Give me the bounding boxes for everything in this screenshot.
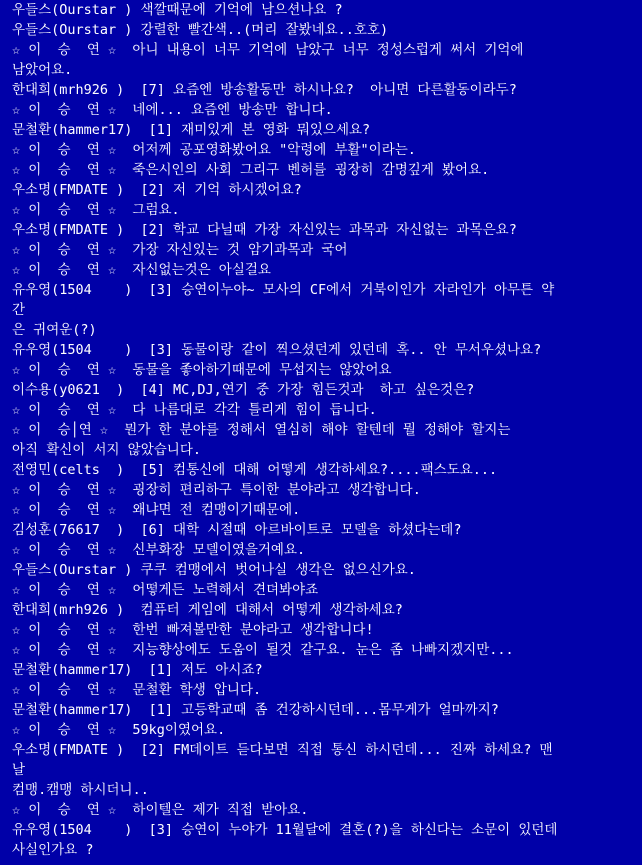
chat-line: ☆ 이 승 연 ☆ 굉장히 편리하구 특이한 분야라고 생각합니다. xyxy=(12,482,421,498)
chat-line: 이수용(y0621 ) [4] MC,DJ,연기 중 가장 힘든것과 하고 싶은것은? xyxy=(12,382,475,398)
chat-line: ☆ 이 승 연 ☆ 지능향상에도 도움이 될것 같구요. 눈은 좀 나빠지겠지만... xyxy=(12,642,514,658)
chat-line: ☆ 이 승 연 ☆ 어저께 공포영화봤어요 "악령에 부활"이라는. xyxy=(12,142,416,158)
chat-line: 유우영(1504 ) [3] 승연이 누야가 11월달에 결혼(?)을 하신다는 소문이 있던데 xyxy=(12,822,558,838)
chat-line: 아직 확신이 서지 않았습니다. xyxy=(12,442,202,458)
chat-line: ☆ 이 승 연 ☆ 동물을 좋아하기때문에 무섭지는 않았어요 xyxy=(12,362,392,378)
chat-line: ☆ 이 승 연 ☆ 그럼요. xyxy=(12,202,180,218)
chat-line: ☆ 이 승│연 ☆ 뭔가 한 분야를 정해서 열심히 해야 할텐데 뭘 정해야 할지는 xyxy=(12,422,511,438)
chat-line: 김성훈(76617 ) [6] 대학 시절때 아르바이트로 모델을 하셨다는데? xyxy=(12,522,462,538)
chat-line: ☆ 이 승 연 ☆ 자신없는것은 아실걸요 xyxy=(12,262,271,278)
chat-line: ☆ 이 승 연 ☆ 네에... 요즘엔 방송만 합니다. xyxy=(12,102,333,118)
chat-line: 유우영(1504 ) [3] 승연이누야~ 모사의 CF에서 거북이인가 자라인가 아무튼 약 xyxy=(12,282,555,298)
chat-line: ☆ 이 승 연 ☆ 59kg이였어요. xyxy=(12,722,226,738)
chat-line: 문철환(hammer17) [1] 재미있게 본 영화 뭐있으세요? xyxy=(12,122,371,138)
chat-line: 은 귀여운(?) xyxy=(12,322,97,338)
chat-line: 우들스(Ourstar ) 쿠쿠 컴맹에서 벗어나실 생각은 없으신가요. xyxy=(12,562,416,578)
chat-line: ☆ 이 승 연 ☆ 왜냐면 전 컴맹이기때문에. xyxy=(12,502,301,518)
chat-line: 우들스(Ourstar ) 색깔때문에 기억에 남으션나요 ? xyxy=(12,2,343,18)
chat-line: 우소명(FMDATE ) [2] FM데이트 듣다보면 직접 통신 하시던데... 진짜 하세요? 맨 xyxy=(12,742,553,758)
chat-line: ☆ 이 승 연 ☆ 신부화장 모델이였을거예요. xyxy=(12,542,306,558)
chat-line: 문철환(hammer17) [1] 저도 아시죠? xyxy=(12,662,263,678)
chat-line: ☆ 이 승 연 ☆ 문철환 학생 압니다. xyxy=(12,682,262,698)
chat-line: 한대희(mrh926 ) [7] 요즘엔 방송활동만 하시나요? 아니면 다른활동이라두? xyxy=(12,82,517,98)
chat-line: ☆ 이 승 연 ☆ 죽은시인의 사회 그리구 벤허를 굉장히 감명깊게 봤어요. xyxy=(12,162,490,178)
chat-line: ☆ 이 승 연 ☆ 가장 자신있는 것 암기과목과 국어 xyxy=(12,242,348,258)
chat-line: ☆ 이 승 연 ☆ 어떻게든 노력해서 견뎌봐야죠 xyxy=(12,582,319,598)
chat-line: ☆ 이 승 연 ☆ 다 나름대로 각각 틀리게 힘이 듭니다. xyxy=(12,402,377,418)
chat-line: 한대희(mrh926 ) 컴퓨터 게임에 대해서 어떻게 생각하세요? xyxy=(12,602,403,618)
chat-line: 날 xyxy=(12,762,26,778)
chat-line: 문철환(hammer17) [1] 고등학교때 좀 건강하시던데...몸무게가 얼마까지? xyxy=(12,702,499,718)
chat-line: 우소명(FMDATE ) [2] 저 기억 하시겠어요? xyxy=(12,182,302,198)
chat-line: 간 xyxy=(12,302,26,318)
chat-line: ☆ 이 승 연 ☆ 한번 빠져볼만한 분야라고 생각합니다! xyxy=(12,622,374,638)
chat-line: 남았어요. xyxy=(12,62,73,78)
chat-line: ☆ 이 승 연 ☆ 하이텔은 제가 직접 받아요. xyxy=(12,802,309,818)
chat-line: 우소명(FMDATE ) [2] 학교 다닐때 가장 자신있는 과목과 자신없는 과목은요? xyxy=(12,222,517,238)
chat-line: 우들스(Ourstar ) 강렬한 빨간색..(머리 잘봤네요..호호) xyxy=(12,22,389,38)
chat-line: 유우영(1504 ) [3] 동물이랑 같이 찍으셨던게 있던데 혹.. 안 무서우셨나요? xyxy=(12,342,542,358)
chat-line: 컴맹.캠맹 하시더니.. xyxy=(12,782,149,798)
chat-line: 사실인가요 ? xyxy=(12,842,94,858)
chat-line: 전영민(celts ) [5] 컴통신에 대해 어떻게 생각하세요?....팩스도요... xyxy=(12,462,498,478)
chat-line: ☆ 이 승 연 ☆ 아니 내용이 너무 기억에 남았구 너무 정성스럽게 써서 기억에 xyxy=(12,42,524,58)
